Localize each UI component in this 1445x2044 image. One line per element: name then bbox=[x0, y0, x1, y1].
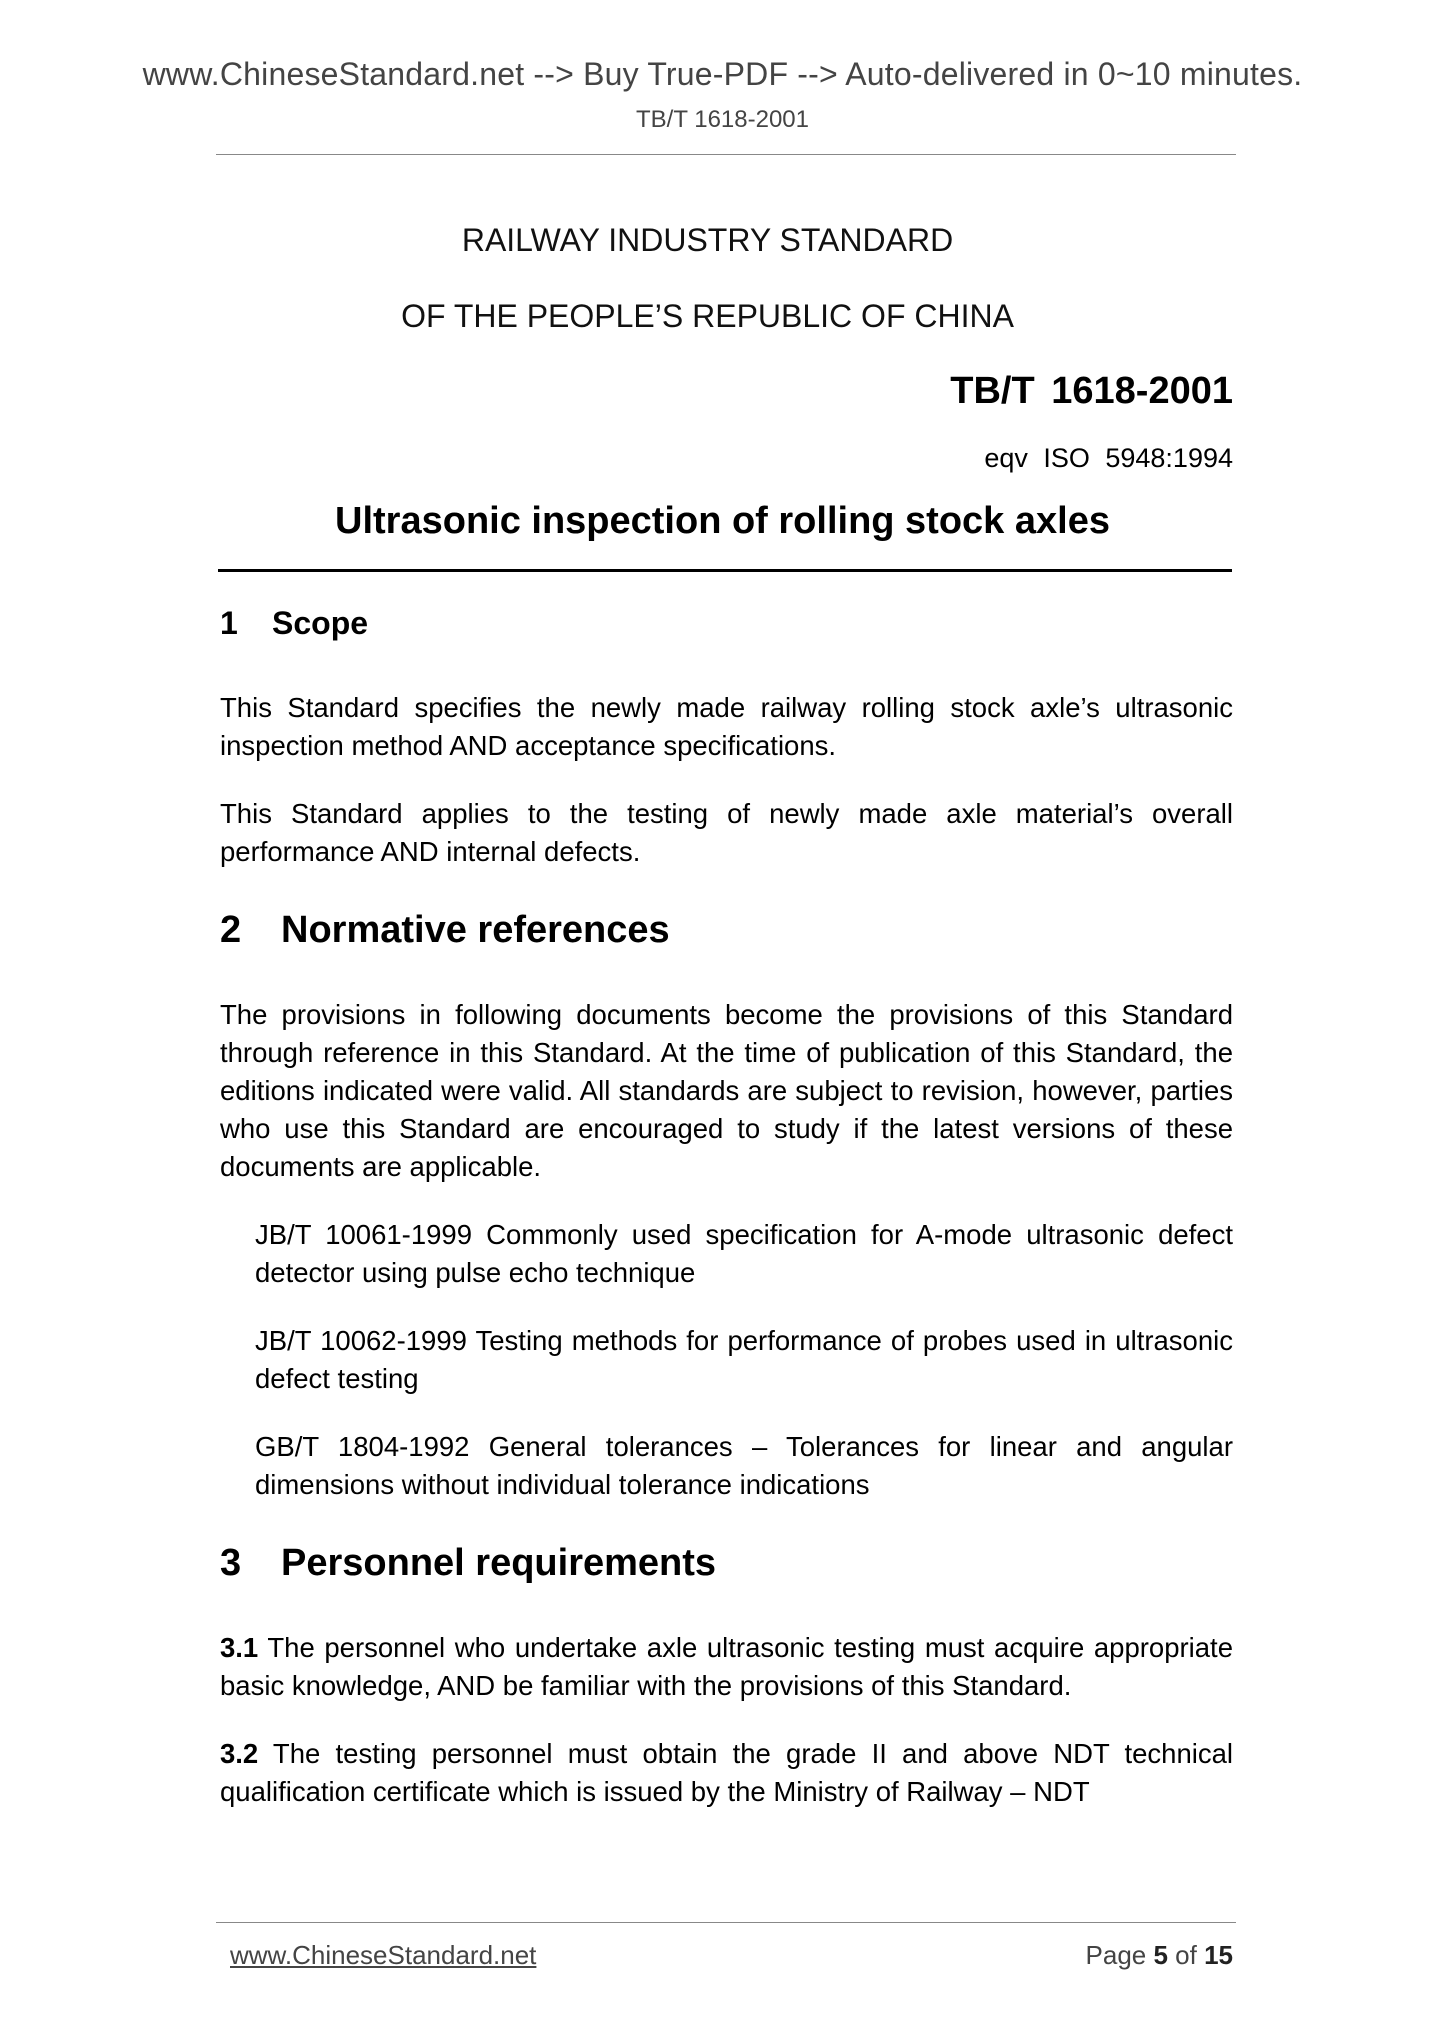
clause-3-1-text: The personnel who undertake axle ultrasonic testing must acquire appropriate basic knowledge, AND be familiar with the provisions of this Standard. bbox=[220, 1632, 1233, 1701]
document-title: Ultrasonic inspection of rolling stock axles bbox=[335, 500, 1110, 542]
section-3-heading bbox=[220, 1542, 1233, 1585]
section-2-number: 2 bbox=[220, 909, 242, 951]
reference-item: GB/T 1804-1992 General tolerances – Tolerances for linear and angular dimensions without individual tolerance indications bbox=[255, 1431, 1233, 1500]
clause-3-1-number: 3.1 bbox=[220, 1632, 259, 1663]
section-1-heading bbox=[220, 605, 1233, 642]
promo-banner[interactable]: www.ChineseStandard.net --> Buy True-PDF --> Auto-delivered in 0~10 minutes. bbox=[142, 56, 1303, 92]
clause-3-2-number: 3.2 bbox=[220, 1738, 259, 1769]
section-2-heading bbox=[220, 909, 1233, 952]
page-label: Page bbox=[1085, 1940, 1154, 1970]
scope-paragraph-1: This Standard specifies the newly made railway rolling stock axle’s ultrasonic inspection method AND acceptance specifications. bbox=[220, 692, 1233, 761]
page-indicator bbox=[1086, 1940, 1233, 1971]
section-1-title: Scope bbox=[272, 605, 369, 641]
section-2-title: Normative references bbox=[281, 909, 670, 951]
issuer-line-2: OF THE PEOPLE’S REPUBLIC OF CHINA bbox=[401, 298, 1014, 334]
page-total: 15 bbox=[1204, 1940, 1233, 1970]
references-intro: The provisions in following documents become the provisions of this Standard through reference in this Standard. At the time of publication of this Standard, the editions indicated were valid. All standards are subject to revision, however, parties who use this Standard are encouraged to study if the latest versions of these documents are applicable. bbox=[220, 999, 1233, 1182]
reference-item: JB/T 10061-1999 Commonly used specification for A-mode ultrasonic defect detector using pulse echo technique bbox=[255, 1219, 1233, 1288]
header-divider bbox=[216, 154, 1236, 155]
footer-divider bbox=[216, 1922, 1236, 1923]
scope-paragraph-2: This Standard applies to the testing of newly made axle material’s overall performance AND internal defects. bbox=[220, 798, 1233, 867]
page-current: 5 bbox=[1153, 1940, 1168, 1970]
footer-website-link[interactable]: www.ChineseStandard.net bbox=[230, 1940, 537, 1970]
section-1-number: 1 bbox=[220, 605, 238, 641]
issuer-line-1: RAILWAY INDUSTRY STANDARD bbox=[461, 222, 954, 258]
clause-3-2-text: The testing personnel must obtain the grade II and above NDT technical qualification certificate which is issued by the Ministry of Railway – NDT bbox=[220, 1738, 1233, 1807]
page-of: of bbox=[1167, 1940, 1205, 1970]
clause-3-2 bbox=[220, 1735, 1233, 1811]
running-header-code: TB/T 1618-2001 bbox=[635, 106, 809, 133]
reference-item: JB/T 10062-1999 Testing methods for performance of probes used in ultrasonic defect testing bbox=[255, 1325, 1233, 1394]
standard-number: TB/T 1618-2001 bbox=[950, 370, 1233, 412]
section-3-number: 3 bbox=[220, 1542, 242, 1584]
equivalence-note: eqv ISO 5948:1994 bbox=[984, 443, 1233, 473]
document-body bbox=[220, 605, 1233, 1841]
section-3-title: Personnel requirements bbox=[281, 1542, 717, 1584]
clause-3-1 bbox=[220, 1629, 1233, 1705]
title-divider bbox=[218, 569, 1232, 572]
